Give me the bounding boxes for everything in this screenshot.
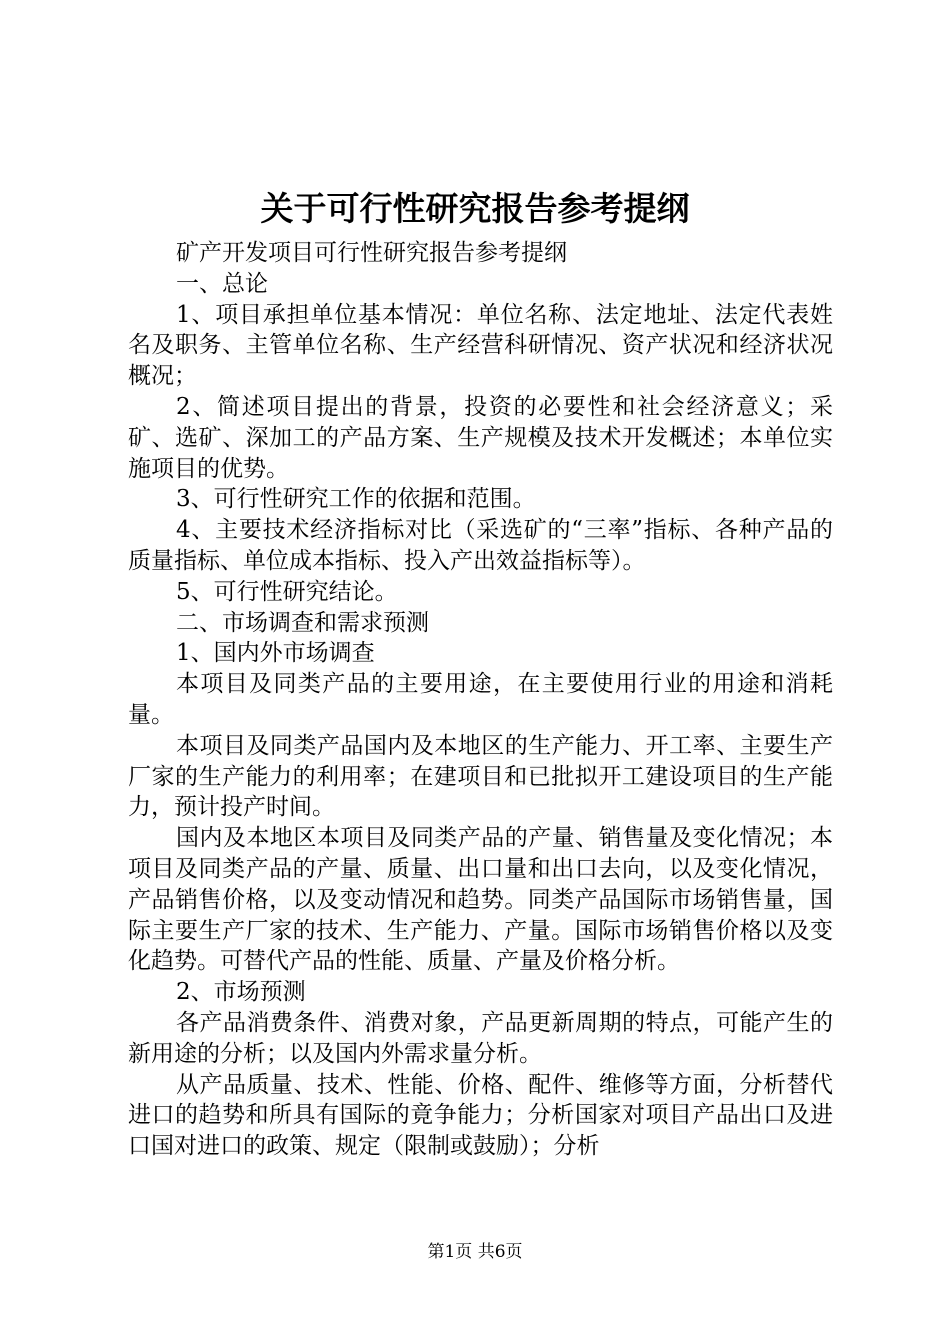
section-heading-market: 二、市场调查和需求预测: [176, 609, 429, 636]
paragraph: 国内及本地区本项目及同类产品的产量、销售量及变化情况；本项目及同类产品的产量、质量、出口量和出口去向，以及变化情况，产品销售价格，以及变动情况和趋势。同类产品国际市场销售量，国际主要生产厂家的技术、生产能力、产量。国际市场销售价格以及变化趋势。可替代产品的性能、质量、产量及价格分析。: [128, 825, 833, 975]
paragraph: 3、可行性研究工作的依据和范围。: [176, 486, 536, 513]
paragraph: 4、主要技术经济指标对比（采选矿的“三率”指标、各种产品的质量指标、单位成本指标、投入产出效益指标等）。: [128, 517, 833, 574]
page-number-footer: 第1页 共6页: [427, 1242, 523, 1262]
subsection-heading: 2、市场预测: [176, 979, 306, 1006]
paragraph: 1、项目承担单位基本情况：单位名称、法定地址、法定代表姓名及职务、主管单位名称、生产经营科研情况、资产状况和经济状况概况；: [128, 301, 833, 390]
paragraph: 本项目及同类产品国内及本地区的生产能力、开工率、主要生产厂家的生产能力的利用率；在建项目和已批拟开工建设项目的生产能力，预计投产时间。: [128, 732, 833, 821]
paragraph: 5、可行性研究结论。: [176, 578, 398, 605]
document-body: [128, 238, 833, 1162]
paragraph: 2、简述项目提出的背景，投资的必要性和社会经济意义；采矿、选矿、深加工的产品方案、生产规模及技术开发概述；本单位实施项目的优势。: [128, 393, 833, 482]
subsection-heading: 1、国内外市场调查: [176, 640, 375, 667]
paragraph: 本项目及同类产品的主要用途，在主要使用行业的用途和消耗量。: [128, 671, 833, 728]
paragraph-subtitle: 矿产开发项目可行性研究报告参考提纲: [176, 240, 567, 266]
page-title: 关于可行性研究报告参考提纲: [260, 189, 690, 228]
paragraph: 各产品消费条件、消费对象，产品更新周期的特点，可能产生的新用途的分析；以及国内外需求量分析。: [128, 1009, 833, 1067]
section-heading-overview: 一、总论: [176, 270, 268, 297]
paragraph: 从产品质量、技术、性能、价格、配件、维修等方面，分析替代进口的趋势和所具有国际的竟争能力；分析国家对项目产品出口及进口国对进口的政策、规定（限制或鼓励）；分析: [128, 1071, 833, 1160]
